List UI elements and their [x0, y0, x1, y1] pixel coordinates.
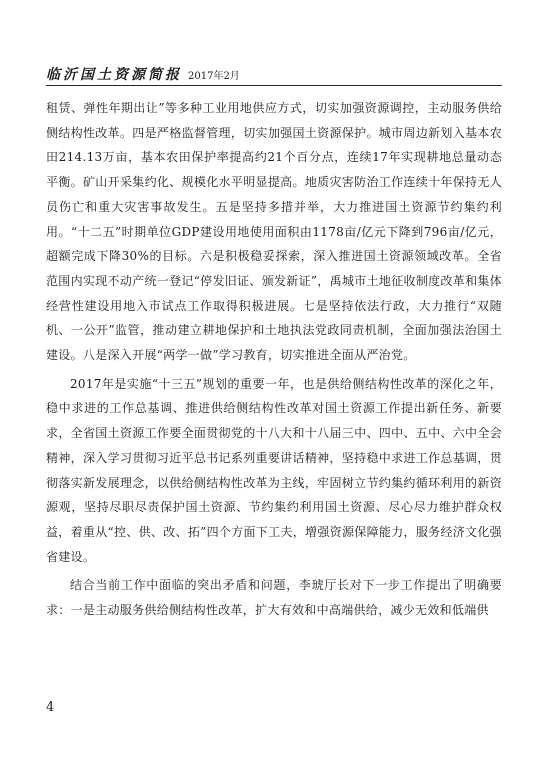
paragraph: 2017年是实施“十三五”规划的重要一年，也是供给侧结构性改革的深化之年，稳中求进的工作总基调、推进供给侧结构性改革对国土资源工作提出新任务、新要求，全省国土资源工作要全面贯彻党的十八大和十八届三中、四中、五中、六中全会精神，深入学习贯彻习近平总书记系列重要讲话精神，坚持稳中求进工作总基调，贯彻落实新发展理念，以供给侧结构性改革为主线，牢固树立节约集约循环利用的新资源观，坚持尽职尽责保护国土资源、节约集约利用国土资源、尽心尽力维护群众权益，着重从“控、供、改、拓”四个方面下工夫，增强资源保障能力，服务经济文化强省建设。 — [46, 376, 502, 564]
page-header — [46, 64, 502, 84]
paragraph-continued: 租赁、弹性年期出让”等多种工业用地供应方式，切实加强资源调控，主动服务供给侧结构性改革。四是严格监督管理，切实加强国土资源保护。城市周边新划入基本农田214.13万亩，基本农田保护率提高约21个百分点，连续17年实现耕地总量动态平衡。矿山开采集约化、规模化水平明显提高。地质灾害防治工作连续十年保持无人员伤亡和重大灾害事故发生。五是坚持多措并举，大力推进国土资源节约集约利用。“十二五”时期单位GDP建设用地使用面积由1178亩/亿元下降到796亩/亿元，超额完成下降30%的目标。六是积极稳妥探索，深入推进国土资源领域改革。全省范围内实现不动产统一登记“停发旧证、颁发新证”，禹城市土地征收制度改革和集体经营性建设用地入市试点工作取得积极进展。七是坚持依法行政，大力推行“双随机、一公开”监管，推动建立耕地保护和土地执法党政同责机制，全面加强法治国土建设。八是深入开展“两学一做”学习教育，切实推进全面从严治党。 — [46, 101, 502, 363]
article-body — [46, 96, 502, 623]
page-number: 4 — [46, 700, 55, 715]
publication-title: 临沂国土资源简报 — [46, 67, 182, 83]
paragraph: 结合当前工作中面临的突出矛盾和问题，李琥厅长对下一步工作提出了明确要求：一是主动服务供给侧结构性改革，扩大有效和中高端供给，减少无效和低端供 — [46, 578, 502, 618]
issue-date: 2017年2月 — [188, 71, 240, 82]
header-divider — [46, 85, 502, 86]
